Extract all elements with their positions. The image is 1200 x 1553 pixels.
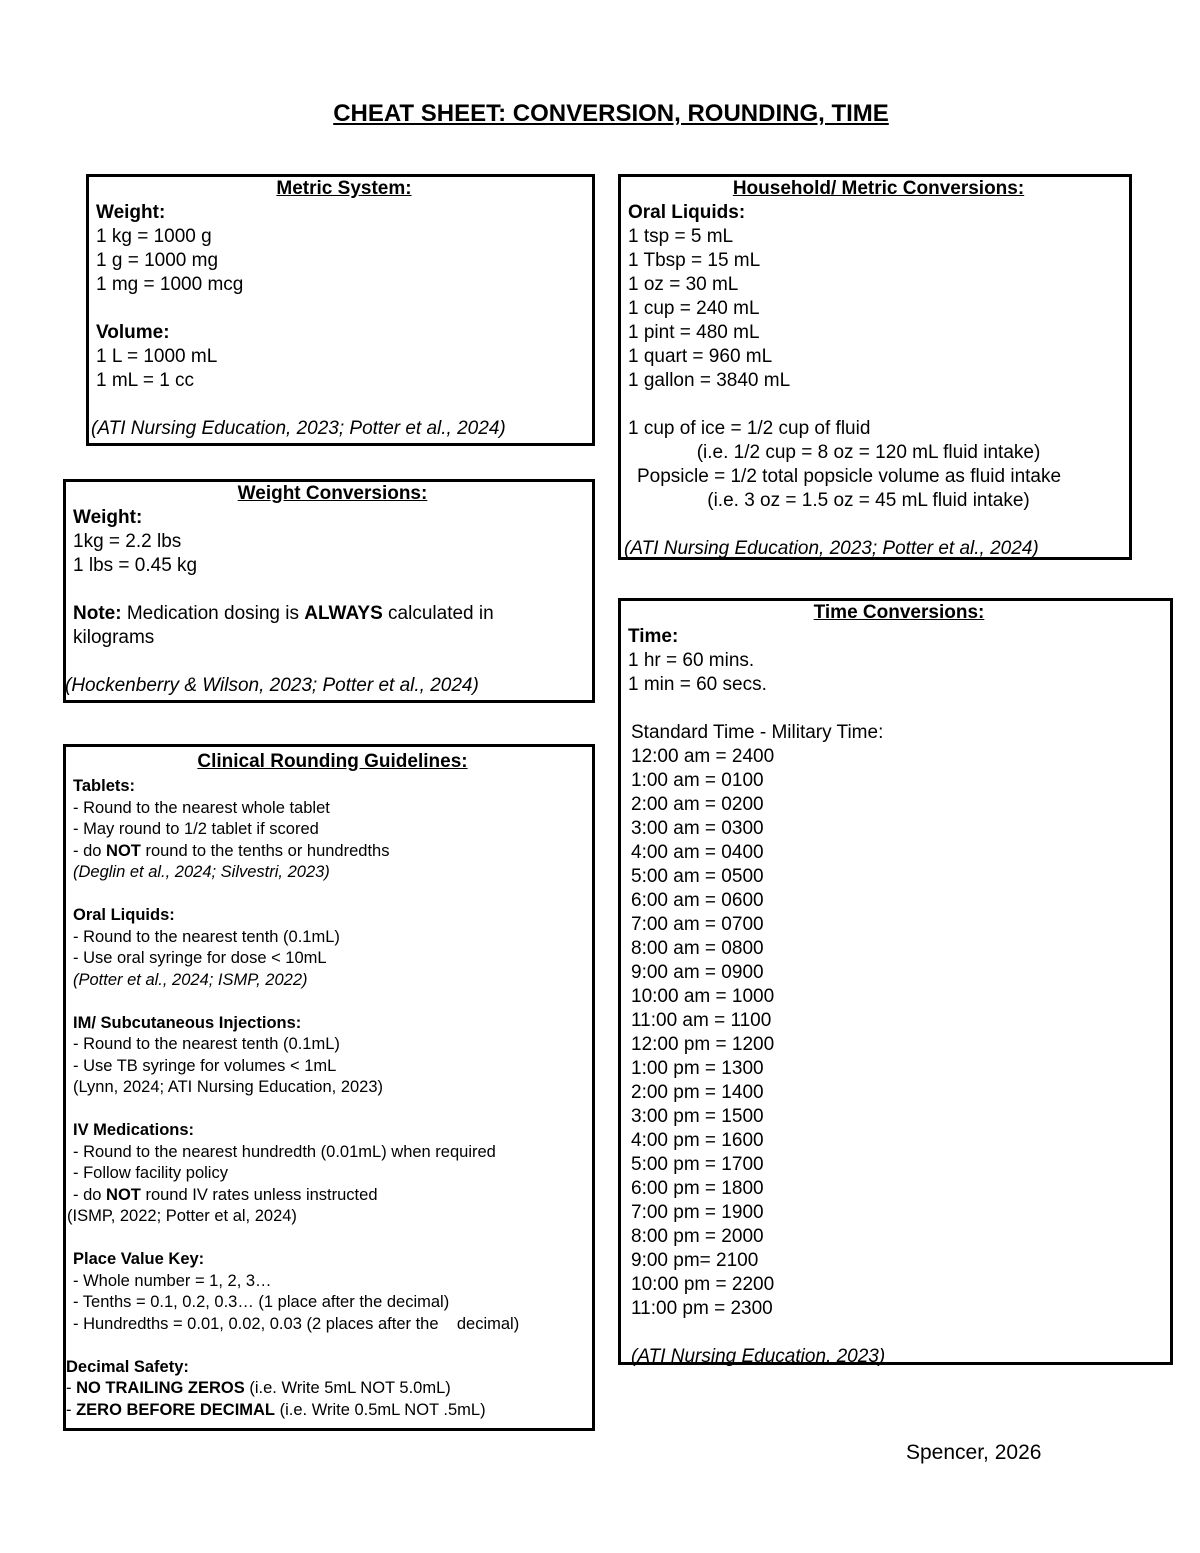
rounding-text: round to the tenths or hundredths	[140, 841, 390, 860]
place-value-label: Place Value Key:	[73, 1250, 205, 1268]
military-time-line: 12:00 am = 2400	[631, 746, 775, 767]
metric-citation: (ATI Nursing Education, 2023; Potter et al., 2024)	[91, 418, 506, 439]
household-header: Household/ Metric Conversions:	[732, 178, 1025, 199]
ice-example: (i.e. 1/2 cup = 8 oz = 120 mL fluid intake)	[696, 442, 1041, 463]
rounding-line	[73, 841, 592, 863]
ice-line: 1 cup of ice = 1/2 cup of fluid	[628, 418, 871, 439]
decimal-safety-label: Decimal Safety:	[66, 1357, 189, 1376]
time-line: 1 min = 60 secs.	[628, 674, 767, 695]
rounding-citation: (Potter et al., 2024; ISMP, 2022)	[73, 970, 308, 989]
popsicle-example: (i.e. 3 oz = 1.5 oz = 45 mL fluid intake)	[707, 490, 1030, 511]
household-oral-label: Oral Liquids:	[628, 202, 746, 223]
rounding-emphasis: NOT	[106, 1185, 141, 1204]
time-citation: (ATI Nursing Education, 2023)	[631, 1346, 886, 1367]
metric-system-header: Metric System:	[276, 178, 412, 199]
military-time-line: 7:00 pm = 1900	[631, 1202, 764, 1223]
household-line: 1 Tbsp = 15 mL	[628, 250, 761, 271]
military-time-line: 9:00 pm= 2100	[631, 1250, 759, 1271]
weight-conv-citation: (Hockenberry & Wilson, 2023; Potter et al., 2024)	[65, 675, 479, 696]
rounding-line: - Hundredths = 0.01, 0.02, 0.03 (2 places after the decimal)	[73, 1314, 520, 1333]
weight-conv-line: 1kg = 2.2 lbs	[73, 531, 182, 552]
military-time-line: 5:00 am = 0500	[631, 866, 764, 887]
page-title: CHEAT SHEET: CONVERSION, ROUNDING, TIME	[333, 100, 889, 127]
household-citation: (ATI Nursing Education, 2023; Potter et al., 2024)	[624, 538, 1039, 559]
iv-medications-label: IV Medications:	[73, 1121, 195, 1139]
rounding-text: - do	[73, 1185, 107, 1204]
military-time-line: 4:00 am = 0400	[631, 842, 764, 863]
military-time-line: 5:00 pm = 1700	[631, 1154, 764, 1175]
rounding-line: - Round to the nearest tenth (0.1mL)	[73, 1035, 340, 1053]
rounding-line: - Whole number = 1, 2, 3…	[73, 1271, 272, 1290]
rounding-emphasis: ZERO BEFORE DECIMAL	[76, 1400, 276, 1419]
military-time-line: 8:00 am = 0800	[631, 938, 764, 959]
rounding-line: - Round to the nearest whole tablet	[73, 798, 330, 817]
rounding-emphasis: NOT	[106, 841, 141, 860]
military-time-line: 10:00 am = 1000	[631, 986, 775, 1007]
oral-liquids-label: Oral Liquids:	[73, 906, 175, 924]
metric-weight-line: 1 mg = 1000 mcg	[96, 274, 244, 295]
household-line: 1 quart = 960 mL	[628, 346, 773, 367]
rounding-header: Clinical Rounding Guidelines:	[197, 751, 468, 772]
military-time-line: 9:00 am = 0900	[631, 962, 764, 983]
rounding-text: -	[66, 1379, 77, 1397]
weight-conversions-header: Weight Conversions:	[237, 483, 428, 504]
military-time-line: 2:00 am = 0200	[631, 794, 764, 815]
metric-volume-label: Volume:	[96, 322, 170, 343]
household-line: 1 oz = 30 mL	[628, 274, 739, 295]
rounding-line: - Round to the nearest hundredth (0.01mL) when required	[73, 1142, 496, 1161]
note-label: Note:	[73, 603, 122, 624]
household-metric-box	[618, 174, 1132, 560]
military-time-line: 11:00 pm = 2300	[631, 1298, 773, 1319]
rounding-line: - May round to 1/2 tablet if scored	[73, 820, 319, 838]
popsicle-line: Popsicle = 1/2 total popsicle volume as fluid intake	[637, 466, 1062, 487]
military-time-line: 10:00 pm = 2200	[631, 1274, 775, 1295]
time-header: Time Conversions:	[813, 602, 985, 623]
military-time-line: 1:00 pm = 1300	[631, 1058, 764, 1079]
rounding-text: round IV rates unless instructed	[140, 1185, 378, 1204]
rounding-line: - Follow facility policy	[73, 1164, 228, 1182]
rounding-text: -	[66, 1400, 77, 1419]
decimal-safety-line	[66, 1378, 592, 1400]
rounding-citation: (Deglin et al., 2024; Silvestri, 2023)	[73, 863, 330, 881]
rounding-line: - Use TB syringe for volumes < 1mL	[73, 1056, 337, 1075]
military-time-list	[628, 745, 1170, 1321]
clinical-rounding-box	[63, 744, 595, 1431]
time-line: 1 hr = 60 mins.	[628, 650, 755, 671]
military-time-line: 6:00 am = 0600	[631, 890, 764, 911]
military-time-line: 3:00 pm = 1500	[631, 1106, 764, 1127]
household-line: 1 cup = 240 mL	[628, 298, 760, 319]
metric-volume-line: 1 L = 1000 mL	[96, 346, 218, 367]
author-credit: Spencer, 2026	[906, 1441, 1042, 1464]
note-text: Medication dosing is	[121, 603, 305, 624]
rounding-text: (i.e. Write 5mL NOT 5.0mL)	[244, 1379, 451, 1397]
time-label: Time:	[628, 626, 679, 647]
weight-conv-line: 1 lbs = 0.45 kg	[73, 555, 198, 576]
metric-weight-label: Weight:	[96, 202, 166, 223]
military-time-line: 4:00 pm = 1600	[631, 1130, 764, 1151]
military-time-line: 3:00 am = 0300	[631, 818, 764, 839]
weight-conv-label: Weight:	[73, 507, 143, 528]
household-line: 1 gallon = 3840 mL	[628, 370, 791, 391]
rounding-emphasis: NO TRAILING ZEROS	[76, 1379, 245, 1397]
note-text-continued: kilograms	[73, 627, 155, 648]
rounding-text: - do	[73, 841, 107, 860]
time-conversions-box	[618, 598, 1173, 1365]
metric-volume-line: 1 mL = 1 cc	[96, 370, 195, 391]
military-time-line: 11:00 am = 1100	[631, 1010, 772, 1031]
tablets-label: Tablets:	[73, 777, 136, 795]
rounding-line: - Round to the nearest tenth (0.1mL)	[73, 927, 340, 946]
rounding-citation: (ISMP, 2022; Potter et al, 2024)	[67, 1207, 297, 1225]
weight-note	[73, 602, 592, 626]
metric-weight-line: 1 kg = 1000 g	[96, 226, 212, 247]
metric-system-box	[86, 174, 595, 446]
im-injections-label: IM/ Subcutaneous Injections:	[73, 1013, 302, 1032]
military-time-line: 1:00 am = 0100	[631, 770, 764, 791]
military-time-line: 2:00 pm = 1400	[631, 1082, 764, 1103]
note-text: calculated in	[382, 603, 494, 624]
military-time-line: 6:00 pm = 1800	[631, 1178, 764, 1199]
rounding-line	[73, 1185, 592, 1207]
standard-military-label: Standard Time - Military Time:	[631, 722, 884, 743]
metric-weight-line: 1 g = 1000 mg	[96, 250, 219, 271]
military-time-line: 12:00 pm = 1200	[631, 1034, 775, 1055]
rounding-text: (i.e. Write 0.5mL NOT .5mL)	[275, 1400, 486, 1419]
household-line: 1 tsp = 5 mL	[628, 226, 734, 247]
rounding-line: - Tenths = 0.1, 0.2, 0.3… (1 place after the decimal)	[73, 1293, 450, 1311]
note-emphasis: ALWAYS	[304, 603, 383, 624]
decimal-safety-line	[66, 1400, 592, 1422]
household-line: 1 pint = 480 mL	[628, 322, 760, 343]
military-time-line: 8:00 pm = 2000	[631, 1226, 764, 1247]
military-time-line: 7:00 am = 0700	[631, 914, 764, 935]
rounding-citation: (Lynn, 2024; ATI Nursing Education, 2023)	[73, 1078, 384, 1096]
rounding-line: - Use oral syringe for dose < 10mL	[73, 949, 327, 967]
weight-conversions-box	[63, 479, 595, 703]
